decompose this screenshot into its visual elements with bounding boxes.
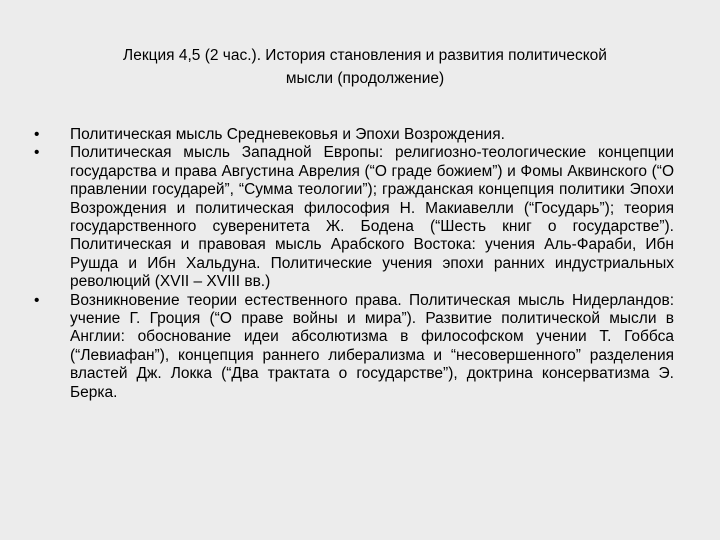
bullet-icon: • (34, 291, 40, 309)
bullet-icon: • (34, 144, 40, 162)
title-line-1: Лекция 4,5 (2 час.). История становления и развития политической (123, 47, 607, 64)
slide-title (50, 44, 680, 90)
bullet-icon: • (34, 126, 40, 143)
title-line-2: мысли (продолжение) (285, 70, 445, 87)
bullet-item-2 (34, 144, 674, 291)
bullet-text: Политическая мысль Средневековья и Эпохи Возрождения. (70, 126, 505, 143)
bullet-text: Политическая мысль Западной Европы: религиозно-теологические концепции государства и права Августина Аврелия (“О граде божием”) и Фомы Аквинского (“О правлении государей”, “Сумма теологии”); гражданская концепция политики Эпохи Возрождения и политическая философия Н. Макиавелли (“Государь”); теория государственного суверенитета Ж. Бодена (“Шесть книг о государстве”). Политическая и правовая мысль Арабского Востока: учения Аль-Фараби, Ибн Рушда и Ибн Хальдуна. Политические учения эпохи ранних индустриальных революций (XVII – XVIII вв.) (70, 144, 674, 291)
bullet-item-3 (34, 292, 674, 402)
bullet-item-1 (34, 126, 674, 144)
bullet-list (34, 126, 674, 402)
bullet-text: Возникновение теории естественного права. Политическая мысль Нидерландов: учение Г. Гроция (“О праве войны и мира”). Развитие политической мысли в Англии: обоснование идеи абсолютизма в философском учении Т. Гоббса (“Левиафан”), концепция раннего либерализма и “несовершенного” разделения властей Дж. Локка (“Два трактата о государстве”), доктрина консерватизма Э. Берка. (70, 291, 674, 401)
